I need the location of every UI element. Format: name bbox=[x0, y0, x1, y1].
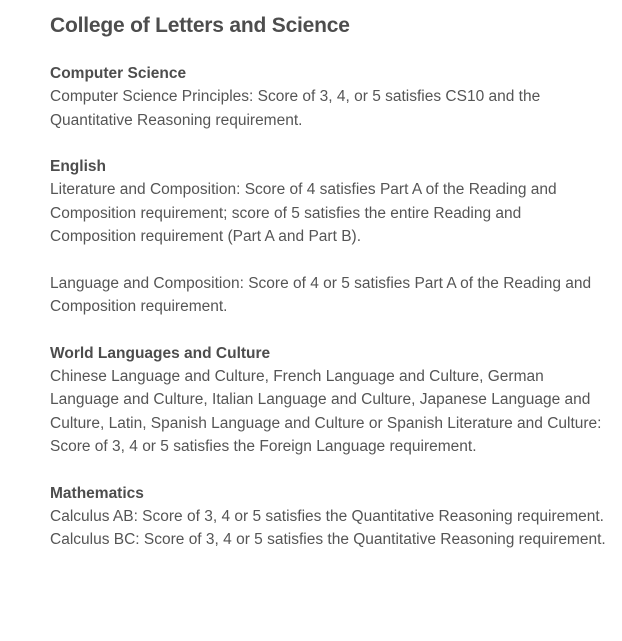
section-heading: Mathematics bbox=[50, 484, 144, 502]
section-paragraph: Language and Composition: Score of 4 or 5 satisfies Part A of the Reading and Composition requirement. bbox=[50, 274, 592, 315]
section-computer-science bbox=[50, 62, 610, 132]
document-page bbox=[50, 12, 610, 575]
page-title: College of Letters and Science bbox=[50, 14, 350, 37]
section-heading: English bbox=[50, 158, 106, 175]
section-heading: Computer Science bbox=[50, 65, 187, 82]
section-world-languages bbox=[50, 342, 610, 459]
section-mathematics bbox=[50, 482, 610, 552]
section-heading: World Languages and Culture bbox=[50, 344, 271, 362]
section-paragraph: Calculus BC: Score of 3, 4 or 5 satisfies the Quantitative Reasoning requirement. bbox=[50, 531, 606, 548]
section-paragraph: Computer Science Principles: Score of 3, 4, or 5 satisfies CS10 and the Quantitative Reasoning requirement. bbox=[50, 88, 541, 129]
section-paragraph: Literature and Composition: Score of 4 satisfies Part A of the Reading and Composition requirement; score of 5 satisfies the entire Reading and Composition requirement (Part A and Part B). bbox=[50, 181, 557, 245]
section-paragraph: Chinese Language and Culture, French Language and Culture, German Language and Culture, Italian Language and Culture, Japanese Language and Culture, Latin, Spanish Language and Culture or Spanish Literature and Culture: Score of 3, 4 or 5 satisfies the Foreign Language requirement. bbox=[50, 367, 602, 455]
section-paragraph: Calculus AB: Score of 3, 4 or 5 satisfies the Quantitative Reasoning requirement. bbox=[50, 507, 604, 525]
section-english bbox=[50, 155, 610, 319]
